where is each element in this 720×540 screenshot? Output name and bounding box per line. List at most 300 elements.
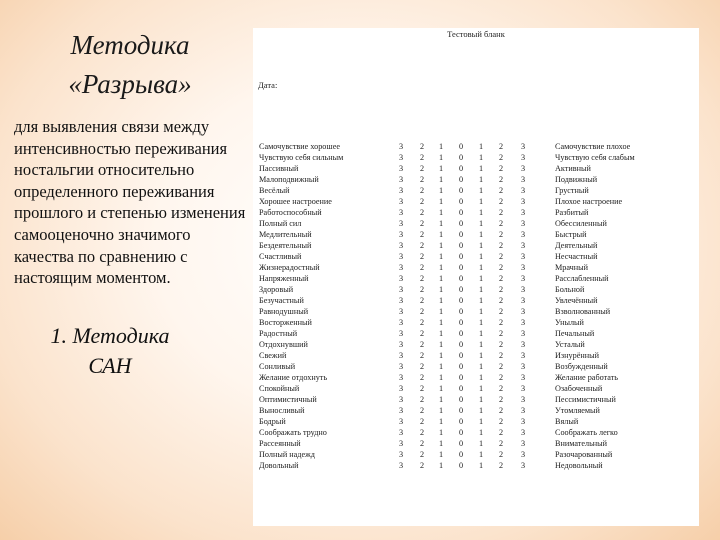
scale-value[interactable]: 2 bbox=[498, 307, 504, 317]
scale-value[interactable]: 3 bbox=[520, 329, 526, 339]
scale-value[interactable]: 3 bbox=[398, 164, 404, 174]
scale-value[interactable]: 3 bbox=[398, 307, 404, 317]
scale-value[interactable]: 3 bbox=[398, 340, 404, 350]
scale-value[interactable]: 1 bbox=[438, 340, 444, 350]
scale-value[interactable]: 0 bbox=[458, 318, 464, 328]
scale-value[interactable]: 2 bbox=[498, 428, 504, 438]
scale-value[interactable]: 2 bbox=[419, 274, 425, 284]
row-right-adjective: Плохое настроение bbox=[555, 197, 623, 207]
scale-value[interactable]: 1 bbox=[478, 153, 484, 163]
scale-value[interactable]: 0 bbox=[458, 329, 464, 339]
row-right-adjective: Больной bbox=[555, 285, 585, 295]
scale-value[interactable]: 3 bbox=[398, 263, 404, 273]
row-right-adjective: Вялый bbox=[555, 417, 579, 427]
row-right-adjective: Разочарованный bbox=[555, 450, 613, 460]
scale-value[interactable]: 2 bbox=[498, 230, 504, 240]
scale-value[interactable]: 3 bbox=[398, 252, 404, 262]
scale-value[interactable]: 1 bbox=[438, 351, 444, 361]
row-right-adjective: Желание работать bbox=[555, 373, 619, 383]
scale-value[interactable]: 2 bbox=[419, 428, 425, 438]
scale-value[interactable]: 1 bbox=[438, 263, 444, 273]
row-left-adjective: Самочувствие хорошее bbox=[259, 142, 340, 151]
form-row bbox=[253, 207, 699, 218]
scale-value[interactable]: 1 bbox=[478, 230, 484, 240]
row-left-adjective: Хорошее настроение bbox=[259, 197, 332, 207]
scale-value[interactable]: 1 bbox=[438, 362, 444, 372]
scale-value[interactable]: 1 bbox=[438, 230, 444, 240]
form-row bbox=[253, 229, 699, 240]
scale-value[interactable]: 3 bbox=[398, 208, 404, 218]
scale-value[interactable]: 2 bbox=[419, 285, 425, 295]
scale-value[interactable]: 1 bbox=[438, 296, 444, 306]
scale-value[interactable]: 2 bbox=[498, 186, 504, 196]
row-left-adjective: Восторженный bbox=[259, 318, 312, 328]
scale-value[interactable]: 1 bbox=[438, 153, 444, 163]
scale-value[interactable]: 2 bbox=[419, 373, 425, 383]
scale-value[interactable]: 2 bbox=[419, 351, 425, 361]
scale-value[interactable]: 3 bbox=[520, 318, 526, 328]
scale-value[interactable]: 1 bbox=[478, 439, 484, 449]
scale-value[interactable]: 1 bbox=[438, 439, 444, 449]
scale-value[interactable]: 1 bbox=[438, 241, 444, 251]
scale-value[interactable]: 3 bbox=[520, 395, 526, 405]
form-rows bbox=[253, 141, 699, 471]
scale-value[interactable]: 2 bbox=[498, 274, 504, 284]
slide-title bbox=[14, 26, 246, 104]
scale-value[interactable]: 2 bbox=[419, 384, 425, 394]
scale-value[interactable]: 2 bbox=[419, 219, 425, 229]
form-row bbox=[253, 449, 699, 460]
scale-value[interactable]: 2 bbox=[498, 450, 504, 460]
row-left-adjective: Чувствую себя сильным bbox=[259, 153, 344, 163]
scale-value[interactable]: 0 bbox=[458, 307, 464, 317]
scale-value[interactable]: 1 bbox=[478, 395, 484, 405]
scale-value[interactable]: 3 bbox=[520, 197, 526, 207]
scale-value[interactable]: 3 bbox=[520, 351, 526, 361]
scale-value[interactable]: 0 bbox=[458, 241, 464, 251]
scale-value[interactable]: 3 bbox=[398, 406, 404, 416]
row-left-adjective: Жизнерадостный bbox=[259, 263, 320, 273]
scale-value[interactable]: 1 bbox=[438, 274, 444, 284]
scale-value[interactable]: 1 bbox=[478, 175, 484, 185]
scale-value[interactable]: 2 bbox=[498, 373, 504, 383]
scale-value[interactable]: 1 bbox=[438, 175, 444, 185]
scale-value[interactable]: 3 bbox=[520, 307, 526, 317]
row-left-adjective: Радостный bbox=[259, 329, 298, 339]
scale-value[interactable]: 3 bbox=[520, 406, 526, 416]
scale-value[interactable]: 1 bbox=[478, 461, 484, 471]
scale-value[interactable]: 2 bbox=[419, 395, 425, 405]
row-right-adjective: Унылый bbox=[555, 318, 584, 328]
scale-value[interactable]: 0 bbox=[458, 384, 464, 394]
scale-value[interactable]: 1 bbox=[478, 307, 484, 317]
scale-value[interactable]: 1 bbox=[478, 329, 484, 339]
scale-value[interactable]: 3 bbox=[520, 230, 526, 240]
row-left-adjective: Счастливый bbox=[259, 252, 302, 262]
scale-value[interactable]: 3 bbox=[520, 340, 526, 350]
form-row bbox=[253, 196, 699, 207]
scale-value[interactable]: 2 bbox=[498, 219, 504, 229]
scale-value[interactable]: 2 bbox=[498, 384, 504, 394]
scale-value[interactable]: 3 bbox=[398, 197, 404, 207]
scale-value[interactable]: 0 bbox=[458, 208, 464, 218]
form-row bbox=[253, 240, 699, 251]
scale-value[interactable]: 3 bbox=[398, 395, 404, 405]
scale-value[interactable]: 2 bbox=[419, 252, 425, 262]
scale-value[interactable]: 3 bbox=[520, 219, 526, 229]
row-right-adjective: Мрачный bbox=[555, 263, 589, 273]
scale-value[interactable]: 2 bbox=[419, 153, 425, 163]
scale-value[interactable]: 0 bbox=[458, 406, 464, 416]
scale-value[interactable]: 1 bbox=[478, 186, 484, 196]
scale-value[interactable]: 3 bbox=[520, 186, 526, 196]
title-line-2: «Разрыва» bbox=[68, 69, 192, 99]
scale-value[interactable]: 3 bbox=[398, 362, 404, 372]
row-right-adjective: Изнурённый bbox=[555, 351, 599, 361]
scale-value[interactable]: 3 bbox=[520, 142, 526, 151]
scale-value[interactable]: 3 bbox=[398, 384, 404, 394]
form-row bbox=[253, 383, 699, 394]
form-row bbox=[253, 438, 699, 449]
row-left-adjective: Соображать трудно bbox=[259, 428, 327, 438]
row-left-adjective: Сонливый bbox=[259, 362, 296, 372]
scale-value[interactable]: 3 bbox=[520, 384, 526, 394]
scale-value[interactable]: 2 bbox=[498, 241, 504, 251]
scale-value[interactable]: 2 bbox=[498, 296, 504, 306]
scale-value[interactable]: 2 bbox=[419, 362, 425, 372]
form-row bbox=[253, 394, 699, 405]
scale-value[interactable]: 1 bbox=[438, 208, 444, 218]
scale-value[interactable]: 2 bbox=[498, 197, 504, 207]
scale-value[interactable]: 1 bbox=[478, 285, 484, 295]
scale-value[interactable]: 2 bbox=[498, 329, 504, 339]
row-left-adjective: Пассивный bbox=[259, 164, 299, 174]
row-right-adjective: Обессиленный bbox=[555, 219, 607, 229]
scale-value[interactable]: 1 bbox=[438, 461, 444, 471]
scale-value[interactable]: 1 bbox=[438, 384, 444, 394]
row-right-adjective: Внимательный bbox=[555, 439, 608, 449]
scale-value[interactable]: 3 bbox=[520, 285, 526, 295]
scale-value[interactable]: 1 bbox=[438, 450, 444, 460]
scale-value[interactable]: 1 bbox=[478, 318, 484, 328]
scale-value[interactable]: 1 bbox=[478, 406, 484, 416]
form-row bbox=[253, 185, 699, 196]
scale-value[interactable]: 3 bbox=[398, 351, 404, 361]
row-left-adjective: Безучастный bbox=[259, 296, 304, 306]
scale-value[interactable]: 2 bbox=[419, 417, 425, 427]
form-row bbox=[253, 339, 699, 350]
scale-value[interactable]: 0 bbox=[458, 351, 464, 361]
scale-value[interactable]: 2 bbox=[419, 439, 425, 449]
scale-value[interactable]: 3 bbox=[398, 450, 404, 460]
scale-value[interactable]: 0 bbox=[458, 164, 464, 174]
form-row bbox=[253, 284, 699, 295]
scale-value[interactable]: 1 bbox=[438, 252, 444, 262]
scale-value[interactable]: 1 bbox=[478, 164, 484, 174]
scale-value[interactable]: 0 bbox=[458, 439, 464, 449]
scale-value[interactable]: 1 bbox=[478, 219, 484, 229]
form-row bbox=[253, 405, 699, 416]
scale-value[interactable]: 1 bbox=[478, 384, 484, 394]
scale-value[interactable]: 1 bbox=[478, 274, 484, 284]
scale-value[interactable]: 3 bbox=[520, 208, 526, 218]
scale-value[interactable]: 3 bbox=[398, 274, 404, 284]
scale-value[interactable]: 0 bbox=[458, 230, 464, 240]
form-row bbox=[253, 141, 699, 152]
method-subtitle bbox=[14, 321, 246, 381]
form-row bbox=[253, 174, 699, 185]
scale-value[interactable]: 3 bbox=[398, 142, 404, 151]
scale-value[interactable]: 2 bbox=[419, 263, 425, 273]
subtitle-line-2: САН bbox=[88, 352, 132, 378]
scale-value[interactable]: 0 bbox=[458, 395, 464, 405]
scale-value[interactable]: 1 bbox=[438, 219, 444, 229]
scale-value[interactable]: 1 bbox=[438, 406, 444, 416]
scale-value[interactable]: 2 bbox=[419, 142, 425, 151]
scale-value[interactable]: 2 bbox=[498, 395, 504, 405]
scale-value[interactable]: 2 bbox=[498, 439, 504, 449]
form-row bbox=[253, 427, 699, 438]
scale-value[interactable]: 0 bbox=[458, 340, 464, 350]
row-right-adjective: Подвижный bbox=[555, 175, 598, 185]
scale-value[interactable]: 2 bbox=[419, 241, 425, 251]
scale-value[interactable]: 3 bbox=[398, 417, 404, 427]
scale-value[interactable]: 1 bbox=[478, 362, 484, 372]
date-label: Дата: bbox=[258, 80, 278, 90]
scale-value[interactable]: 2 bbox=[498, 142, 504, 151]
row-left-adjective: Здоровый bbox=[259, 285, 294, 295]
row-right-adjective: Печальный bbox=[555, 329, 595, 339]
scale-value[interactable]: 1 bbox=[478, 428, 484, 438]
scale-value[interactable]: 2 bbox=[498, 318, 504, 328]
form-row bbox=[253, 295, 699, 306]
scale-value[interactable]: 0 bbox=[458, 197, 464, 207]
scale-value[interactable]: 3 bbox=[520, 153, 526, 163]
scale-value[interactable]: 1 bbox=[478, 417, 484, 427]
scale-value[interactable]: 3 bbox=[520, 296, 526, 306]
scale-value[interactable]: 3 bbox=[520, 439, 526, 449]
form-row bbox=[253, 152, 699, 163]
form-row bbox=[253, 416, 699, 427]
scale-value[interactable]: 1 bbox=[438, 164, 444, 174]
scale-value[interactable]: 2 bbox=[498, 175, 504, 185]
row-left-adjective: Малоподвижный bbox=[259, 175, 319, 185]
scale-value[interactable]: 3 bbox=[398, 329, 404, 339]
scale-value[interactable]: 0 bbox=[458, 285, 464, 295]
row-right-adjective: Чувствую себя слабым bbox=[555, 153, 635, 163]
scale-value[interactable]: 2 bbox=[419, 230, 425, 240]
scale-value[interactable]: 2 bbox=[498, 208, 504, 218]
scale-value[interactable]: 2 bbox=[498, 406, 504, 416]
scale-value[interactable]: 0 bbox=[458, 175, 464, 185]
scale-value[interactable]: 1 bbox=[438, 318, 444, 328]
row-right-adjective: Усталый bbox=[555, 340, 585, 350]
row-left-adjective: Бодрый bbox=[259, 417, 286, 427]
scale-value[interactable]: 3 bbox=[398, 219, 404, 229]
row-left-adjective: Полный сил bbox=[259, 219, 302, 229]
row-left-adjective: Свежий bbox=[259, 351, 287, 361]
scale-value[interactable]: 1 bbox=[478, 263, 484, 273]
scale-value[interactable]: 3 bbox=[520, 428, 526, 438]
scale-value[interactable]: 2 bbox=[498, 417, 504, 427]
scale-value[interactable]: 1 bbox=[438, 307, 444, 317]
scale-value[interactable]: 3 bbox=[398, 439, 404, 449]
scale-value[interactable]: 3 bbox=[520, 164, 526, 174]
row-right-adjective: Соображать легко bbox=[555, 428, 618, 438]
scale-value[interactable]: 1 bbox=[438, 329, 444, 339]
left-panel bbox=[14, 26, 246, 381]
scale-value[interactable]: 3 bbox=[398, 153, 404, 163]
form-row bbox=[253, 372, 699, 383]
scale-value[interactable]: 1 bbox=[478, 142, 484, 151]
scale-value[interactable]: 0 bbox=[458, 263, 464, 273]
scale-value[interactable]: 2 bbox=[419, 329, 425, 339]
title-line-1: Методика bbox=[70, 30, 190, 60]
row-left-adjective: Спокойный bbox=[259, 384, 300, 394]
scale-value[interactable]: 3 bbox=[398, 373, 404, 383]
row-left-adjective: Оптимистичный bbox=[259, 395, 317, 405]
row-right-adjective: Озабоченный bbox=[555, 384, 603, 394]
scale-value[interactable]: 3 bbox=[520, 252, 526, 262]
scale-value[interactable]: 3 bbox=[520, 175, 526, 185]
row-left-adjective: Полный надежд bbox=[259, 450, 315, 460]
form-row bbox=[253, 218, 699, 229]
scale-value[interactable]: 0 bbox=[458, 450, 464, 460]
row-left-adjective: Медлительный bbox=[259, 230, 312, 240]
scale-value[interactable]: 2 bbox=[419, 461, 425, 471]
scale-value[interactable]: 3 bbox=[520, 263, 526, 273]
scale-value[interactable]: 1 bbox=[478, 450, 484, 460]
scale-value[interactable]: 3 bbox=[520, 274, 526, 284]
scale-value[interactable]: 1 bbox=[438, 428, 444, 438]
scale-value[interactable]: 0 bbox=[458, 153, 464, 163]
scale-value[interactable]: 0 bbox=[458, 373, 464, 383]
row-left-adjective: Рассеянный bbox=[259, 439, 301, 449]
scale-value[interactable]: 3 bbox=[520, 461, 526, 471]
scale-value[interactable]: 2 bbox=[419, 340, 425, 350]
form-row bbox=[253, 317, 699, 328]
row-left-adjective: Весёлый bbox=[259, 186, 290, 196]
scale-value[interactable]: 2 bbox=[419, 197, 425, 207]
scale-value[interactable]: 0 bbox=[458, 296, 464, 306]
scale-value[interactable]: 2 bbox=[419, 208, 425, 218]
scale-value[interactable]: 0 bbox=[458, 461, 464, 471]
row-right-adjective: Быстрый bbox=[555, 230, 587, 240]
scale-value[interactable]: 3 bbox=[398, 285, 404, 295]
form-row bbox=[253, 273, 699, 284]
scale-value[interactable]: 2 bbox=[419, 175, 425, 185]
scale-value[interactable]: 2 bbox=[419, 318, 425, 328]
scale-value[interactable]: 1 bbox=[438, 186, 444, 196]
scale-value[interactable]: 3 bbox=[398, 241, 404, 251]
test-form-sheet bbox=[253, 28, 699, 526]
scale-value[interactable]: 2 bbox=[498, 340, 504, 350]
scale-value[interactable]: 1 bbox=[438, 395, 444, 405]
scale-value[interactable]: 0 bbox=[458, 252, 464, 262]
scale-value[interactable]: 0 bbox=[458, 428, 464, 438]
scale-value[interactable]: 1 bbox=[438, 417, 444, 427]
scale-value[interactable]: 0 bbox=[458, 219, 464, 229]
scale-value[interactable]: 3 bbox=[520, 417, 526, 427]
scale-value[interactable]: 3 bbox=[520, 373, 526, 383]
form-row bbox=[253, 306, 699, 317]
scale-value[interactable]: 2 bbox=[419, 307, 425, 317]
scale-value[interactable]: 3 bbox=[398, 230, 404, 240]
scale-value[interactable]: 3 bbox=[398, 175, 404, 185]
scale-value[interactable]: 2 bbox=[498, 351, 504, 361]
row-left-adjective: Довольный bbox=[259, 461, 299, 471]
row-right-adjective: Недовольный bbox=[555, 461, 603, 471]
scale-value[interactable]: 2 bbox=[498, 263, 504, 273]
scale-value[interactable]: 2 bbox=[419, 450, 425, 460]
scale-value[interactable]: 0 bbox=[458, 142, 464, 151]
scale-value[interactable]: 1 bbox=[478, 252, 484, 262]
scale-value[interactable]: 0 bbox=[458, 362, 464, 372]
row-right-adjective: Несчастный bbox=[555, 252, 598, 262]
form-row bbox=[253, 460, 699, 471]
row-right-adjective: Увлечённый bbox=[555, 296, 598, 306]
row-left-adjective: Работоспособный bbox=[259, 208, 322, 218]
row-left-adjective: Равнодушный bbox=[259, 307, 309, 317]
row-right-adjective: Взволнованный bbox=[555, 307, 611, 317]
description-text: для выявления связи между интенсивностью переживания ностальгии относительно определенного переживания прошлого и степенью изменения самооценочно значимого качества по сравнению с настоящим моментом. bbox=[14, 117, 246, 288]
scale-value[interactable]: 1 bbox=[478, 373, 484, 383]
scale-value[interactable]: 2 bbox=[498, 164, 504, 174]
scale-value[interactable]: 2 bbox=[498, 461, 504, 471]
scale-value[interactable]: 3 bbox=[398, 461, 404, 471]
form-row bbox=[253, 361, 699, 372]
scale-value[interactable]: 3 bbox=[398, 318, 404, 328]
row-right-adjective: Грустный bbox=[555, 186, 589, 196]
scale-value[interactable]: 3 bbox=[520, 362, 526, 372]
form-row bbox=[253, 262, 699, 273]
scale-value[interactable]: 3 bbox=[520, 241, 526, 251]
row-right-adjective: Разбитый bbox=[555, 208, 589, 218]
scale-value[interactable]: 3 bbox=[520, 450, 526, 460]
row-right-adjective: Активный bbox=[555, 164, 591, 174]
scale-value[interactable]: 2 bbox=[498, 252, 504, 262]
scale-value[interactable]: 1 bbox=[438, 373, 444, 383]
scale-value[interactable]: 1 bbox=[478, 340, 484, 350]
row-right-adjective: Утомляемый bbox=[555, 406, 600, 416]
scale-value[interactable]: 3 bbox=[398, 186, 404, 196]
scale-value[interactable]: 2 bbox=[419, 296, 425, 306]
scale-value[interactable]: 0 bbox=[458, 274, 464, 284]
scale-value[interactable]: 0 bbox=[458, 417, 464, 427]
scale-value[interactable]: 2 bbox=[498, 362, 504, 372]
scale-value[interactable]: 1 bbox=[478, 241, 484, 251]
scale-value[interactable]: 1 bbox=[438, 285, 444, 295]
scale-value[interactable]: 1 bbox=[478, 197, 484, 207]
scale-value[interactable]: 1 bbox=[438, 142, 444, 151]
scale-value[interactable]: 1 bbox=[478, 208, 484, 218]
form-row bbox=[253, 328, 699, 339]
scale-value[interactable]: 3 bbox=[398, 428, 404, 438]
scale-value[interactable]: 2 bbox=[419, 406, 425, 416]
scale-value[interactable]: 1 bbox=[478, 351, 484, 361]
scale-value[interactable]: 3 bbox=[398, 296, 404, 306]
scale-value[interactable]: 2 bbox=[498, 153, 504, 163]
scale-value[interactable]: 1 bbox=[438, 197, 444, 207]
row-left-adjective: Бездеятельный bbox=[259, 241, 312, 251]
scale-value[interactable]: 2 bbox=[419, 186, 425, 196]
scale-value[interactable]: 0 bbox=[458, 186, 464, 196]
row-left-adjective: Выносливый bbox=[259, 406, 305, 416]
row-left-adjective: Отдохнувший bbox=[259, 340, 308, 350]
scale-value[interactable]: 2 bbox=[419, 164, 425, 174]
scale-value[interactable]: 1 bbox=[478, 296, 484, 306]
scale-value[interactable]: 2 bbox=[498, 285, 504, 295]
